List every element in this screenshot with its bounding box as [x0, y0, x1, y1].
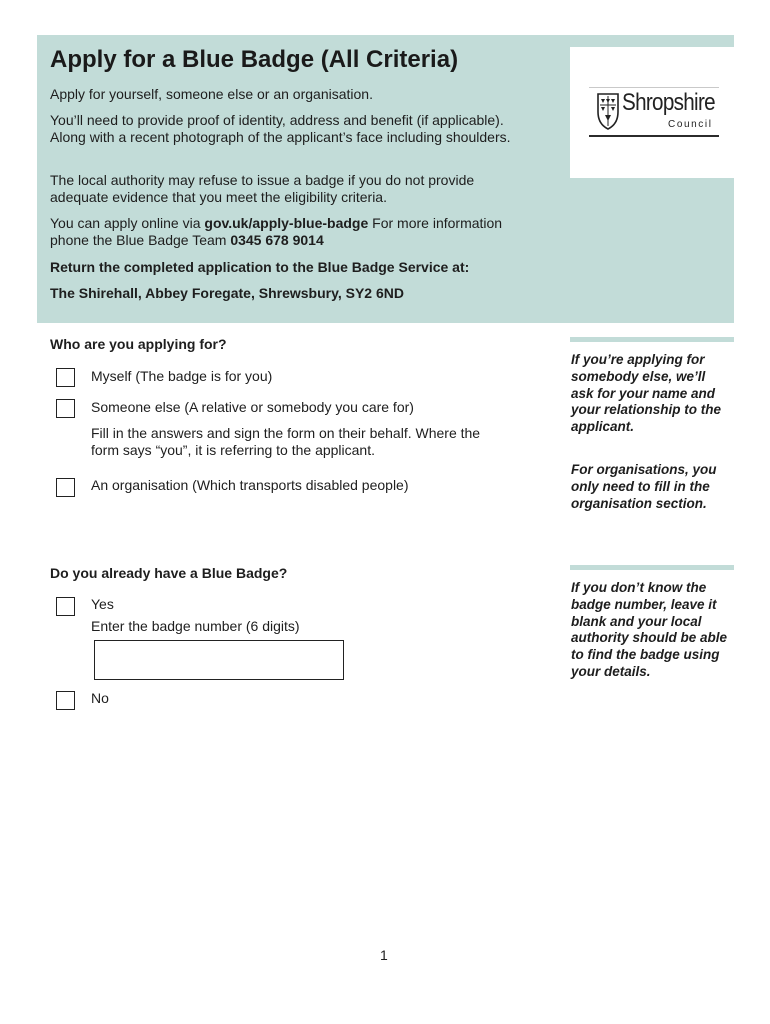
logo-rule-bottom [589, 135, 719, 137]
logo-name: Shropshire [622, 89, 715, 116]
someone-else-note: Fill in the answers and sign the form on their behalf. Where the form says “you”, it is referring to the applicant. [91, 425, 481, 458]
side-note-rule-2 [570, 565, 734, 570]
badge-number-label: Enter the badge number (6 digits) [91, 618, 300, 634]
someone-else-label: Someone else (A relative or somebody you care for) [91, 399, 414, 415]
refuse-text: The local authority may refuse to issue a badge if you do not provide adequate evidence that you meet the eligibility criteria. [50, 172, 475, 205]
badge-number-input[interactable] [94, 640, 344, 680]
phone-number: 0345 678 9014 [230, 232, 324, 248]
applicant-question: Who are you applying for? [50, 336, 227, 352]
someone-else-checkbox[interactable] [56, 399, 75, 418]
badge-question: Do you already have a Blue Badge? [50, 565, 288, 581]
side-note-someone-else: If you’re applying for somebody else, we’ll ask for your name and your relationship to the applicant. [571, 352, 722, 435]
logo-council: Council [668, 119, 713, 130]
apply-link[interactable]: gov.uk/apply-blue-badge [204, 215, 369, 231]
page-number: 1 [380, 947, 388, 963]
logo-rule-top [589, 87, 719, 88]
intro-text: Apply for yourself, someone else or an organisation. [50, 86, 373, 102]
myself-label: Myself (The badge is for you) [91, 368, 273, 384]
return-address: The Shirehall, Abbey Foregate, Shrewsbury, SY2 6ND [50, 285, 404, 301]
yes-checkbox[interactable] [56, 597, 75, 616]
council-crest-icon [595, 92, 621, 130]
yes-label: Yes [91, 596, 114, 612]
apply-online-text [50, 215, 530, 249]
organisation-label: An organisation (Which transports disabled people) [91, 477, 409, 493]
no-label: No [91, 690, 109, 706]
side-note-organisations: For organisations, you only need to fill in the organisation section. [571, 462, 717, 511]
no-checkbox[interactable] [56, 691, 75, 710]
apply-prefix: You can apply online via [50, 215, 205, 231]
side-note-rule-1 [570, 337, 734, 342]
page-title: Apply for a Blue Badge (All Criteria) [50, 46, 459, 73]
side-note-badge-number: If you don’t know the badge number, leave it blank and your local authority should be able to find the badge using your details. [571, 580, 728, 679]
organisation-checkbox[interactable] [56, 478, 75, 497]
myself-checkbox[interactable] [56, 368, 75, 387]
apply-middle: For more information phone the Blue Badge Team [50, 215, 503, 248]
proof-text: You’ll need to provide proof of identity, address and benefit (if applicable). Along with a recent photograph of the applicant’s face including shoulders. [50, 112, 511, 145]
return-heading: Return the completed application to the Blue Badge Service at: [50, 259, 470, 275]
